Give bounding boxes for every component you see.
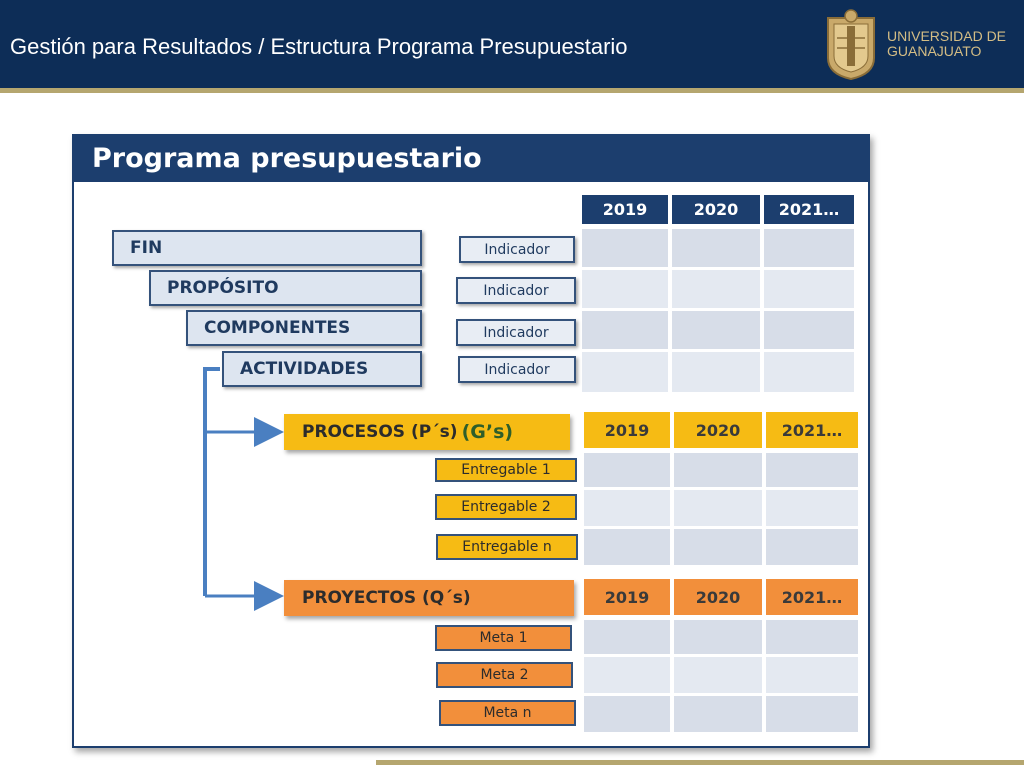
grid-cell xyxy=(672,311,760,349)
level-proposito: PROPÓSITO xyxy=(149,270,422,306)
university-name-line2: GUANAJUATO xyxy=(887,43,982,59)
university-name-line1: UNIVERSIDAD DE xyxy=(887,28,1007,44)
grid-cell xyxy=(674,453,762,487)
grid-cell xyxy=(584,529,670,565)
grid-cell xyxy=(766,490,858,526)
grid-cell xyxy=(672,229,760,267)
meta-n: Meta n xyxy=(439,700,576,726)
panel-title: Programa presupuestario xyxy=(92,143,482,174)
year-header-2020: 2020 xyxy=(672,195,760,224)
grid-cell xyxy=(584,453,670,487)
grid-cell xyxy=(674,490,762,526)
grid-cell xyxy=(764,352,854,392)
footer-divider xyxy=(376,760,1024,765)
level-componentes: COMPONENTES xyxy=(186,310,422,346)
grid-cell xyxy=(584,620,670,654)
grid-cell xyxy=(764,229,854,267)
indicator-componentes: Indicador xyxy=(456,319,576,346)
year-header-2020: 2020 xyxy=(674,579,762,615)
slide-title: Gestión para Resultados / Estructura Programa Presupuestario xyxy=(10,34,628,59)
grid-cell xyxy=(674,696,762,732)
year-header-2021: 2021… xyxy=(766,579,858,615)
meta-2: Meta 2 xyxy=(436,662,573,688)
indicator-actividades: Indicador xyxy=(458,356,576,383)
grid-cell xyxy=(674,657,762,693)
level-fin: FIN xyxy=(112,230,422,266)
indicator-fin: Indicador xyxy=(459,236,575,263)
year-header-2019: 2019 xyxy=(584,412,670,448)
proyectos-header: PROYECTOS (Q´s) xyxy=(284,580,574,616)
university-crest-icon xyxy=(822,8,880,80)
grid-cell xyxy=(766,657,858,693)
entregable-2: Entregable 2 xyxy=(435,494,577,520)
grid-cell xyxy=(584,696,670,732)
procesos-label-alt: (G’s) xyxy=(461,421,514,443)
procesos-label: PROCESOS (P´s) xyxy=(302,422,458,442)
program-panel xyxy=(72,134,870,748)
entregable-n: Entregable n xyxy=(436,534,578,560)
entregable-1: Entregable 1 xyxy=(435,458,577,482)
year-header-2021: 2021… xyxy=(766,412,858,448)
grid-cell xyxy=(674,620,762,654)
level-actividades: ACTIVIDADES xyxy=(222,351,422,387)
university-name xyxy=(887,29,1006,59)
procesos-header xyxy=(284,414,570,450)
grid-cell xyxy=(764,311,854,349)
grid-cell xyxy=(582,270,668,308)
grid-cell xyxy=(584,490,670,526)
grid-cell xyxy=(766,620,858,654)
grid-cell xyxy=(584,657,670,693)
grid-cell xyxy=(764,270,854,308)
grid-cell xyxy=(582,311,668,349)
year-header-2019: 2019 xyxy=(582,195,668,224)
year-header-2019: 2019 xyxy=(584,579,670,615)
year-header-2021: 2021… xyxy=(764,195,854,224)
grid-cell xyxy=(672,352,760,392)
grid-cell xyxy=(582,352,668,392)
grid-cell xyxy=(766,529,858,565)
meta-1: Meta 1 xyxy=(435,625,572,651)
grid-cell xyxy=(674,529,762,565)
header-divider xyxy=(0,88,1024,93)
grid-cell xyxy=(766,453,858,487)
grid-cell xyxy=(766,696,858,732)
year-header-2020: 2020 xyxy=(674,412,762,448)
indicator-proposito: Indicador xyxy=(456,277,576,304)
grid-cell xyxy=(582,229,668,267)
grid-cell xyxy=(672,270,760,308)
